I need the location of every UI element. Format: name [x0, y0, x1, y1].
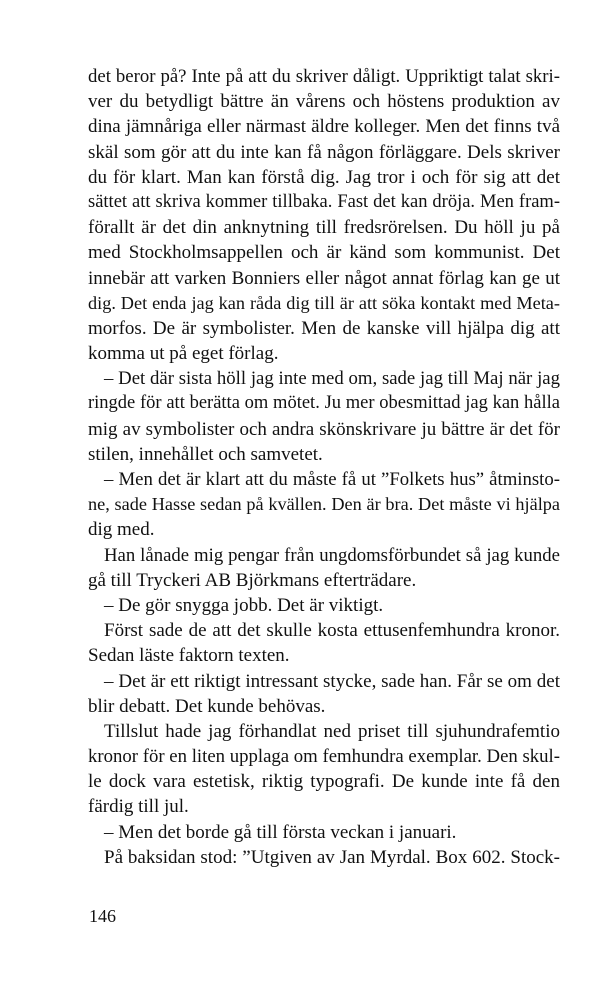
text-line: Sedan läste faktorn texten. — [88, 645, 290, 667]
text-line: – De gör snygga jobb. Det är viktigt. — [104, 594, 384, 616]
text-line: kronor för en liten upplaga om femhundra exemplar. Den skul- — [88, 746, 560, 768]
text-line: – Det är ett riktigt intressant stycke, sade han. Får se om det — [104, 670, 560, 692]
text-line: innebär att varken Bonniers eller något annat förlag kan ge ut — [88, 267, 560, 289]
text-line: gå till Tryckeri AB Björkmans efterträdare. — [88, 569, 417, 591]
text-line: På baksidan stod: ”Utgiven av Jan Myrdal. Box 602. Stock- — [104, 846, 560, 868]
text-line: förallt är det din anknytning till fredsrörelsen. Du höll ju på — [88, 217, 560, 239]
text-line: Tillslut hade jag förhandlat ned priset till sjuhundrafemtio — [104, 720, 560, 742]
page-number: 146 — [89, 906, 116, 926]
text-line: – Men det är klart att du måste få ut ”Folkets hus” åtminsto- — [104, 469, 560, 490]
text-line: le dock vara estetisk, riktig typografi. De kunde inte få den — [88, 771, 560, 793]
text-line: Först sade de att det skulle kosta ettusenfemhundra kronor. — [104, 620, 560, 642]
text-line: färdig till jul. — [88, 796, 189, 818]
text-line: det beror på? Inte på att du skriver dåligt. Uppriktigt talat skri- — [88, 66, 560, 87]
text-line: du för klart. Man kan förstå dig. Jag tror i och för sig att det — [88, 166, 560, 188]
text-line: stilen, innehållet och samvetet. — [88, 443, 323, 465]
text-line: med Stockholmsappellen och är känd som kommunist. Det — [88, 242, 560, 264]
text-line: – Men det borde gå till första veckan i januari. — [104, 821, 457, 843]
body-text — [88, 64, 560, 870]
text-line: ver du betydligt bättre än vårens och höstens produktion av — [88, 91, 560, 113]
text-line: morfos. De är symbolister. Men de kanske vill hjälpa dig att — [88, 317, 560, 339]
text-line: Han lånade mig pengar från ungdomsförbundet så jag kunde — [104, 544, 560, 566]
text-line: komma ut på eget förlag. — [88, 343, 279, 365]
text-line: dig med. — [88, 519, 155, 541]
text-line: ne, sade Hasse sedan på kvällen. Den är bra. Det måste vi hjälpa — [88, 494, 560, 515]
text-line: – Det där sista höll jag inte med om, sade jag till Maj när jag — [104, 368, 560, 390]
text-line: skäl som gör att du inte kan få någon förläggare. Dels skriver — [88, 141, 560, 163]
text-line: dig. Det enda jag kan råda dig till är att söka kontakt med Meta- — [88, 292, 560, 313]
text-line: mig av symbolister och andra skönskrivare ju bättre är det för — [88, 418, 560, 440]
text-line: blir debatt. Det kunde behövas. — [88, 695, 326, 717]
text-line: dina jämnåriga eller närmast äldre kolleger. Men det finns två — [88, 116, 560, 138]
text-line: sättet att skriva kommer tillbaka. Fast det kan dröja. Men fram- — [88, 191, 560, 212]
text-line: ringde för att berätta om mötet. Ju mer obesmittad jag kan hålla — [88, 393, 560, 414]
